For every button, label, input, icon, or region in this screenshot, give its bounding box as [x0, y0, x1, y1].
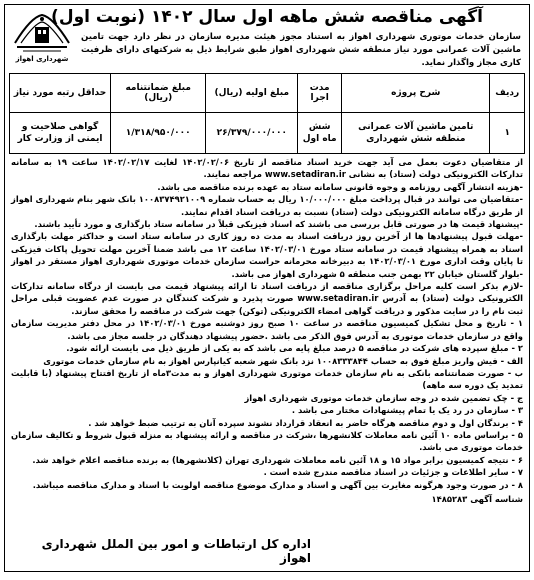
table-row [10, 113, 525, 154]
body-paragraph: -لازم بذکر است کلیه مراحل برگزاری مناقصه از دریافت اسناد تا ارائه پیشنهاد قیمت می بایست از درگاه سامانه تدارکات الکترونیکی دولت (ستاد) به آدرس www.setadiran.ir صورت پذیرد و شرکت کنندگان در صورت عدم عضویت قبلی مراحل ثبت نام را در سایت مذکور و دریافت گواهی امضاء الکترونیکی (توکن) جهت شرکت در مناقصه را محقق سازند. [11, 281, 523, 316]
header-row-number: ردیف [490, 74, 525, 113]
body-paragraph: ۷ - سایر اطلاعات و جزئیات در اسناد مناقصه مندرج شده است . [263, 467, 523, 478]
notice-title: آگهی مناقصه شش ماهه اول سال ۱۴۰۲ (نوبت اول) [51, 7, 483, 27]
municipality-logo [11, 9, 73, 69]
cell-grade: گواهی صلاحیت و ایمنی از وزارت کار [10, 113, 111, 154]
logo-caption: شهرداری اهواز [15, 55, 69, 63]
notice-header [5, 5, 529, 73]
body-paragraph: ۵ - براساس ماده ۱۰ آئین نامه معاملات کلانشهرها ،شرکت در مناقصه و ارائه پیشنهاد به منزله قبول شروط و تکالیف سازمان خدمات موتوری می باشد. [11, 429, 524, 453]
body-paragraph: ۳ - سازمان در رد یک یا تمام پیشنهادات مختار می باشد . [291, 405, 523, 416]
notice-body [5, 154, 529, 491]
cell-base-amount: ۲۶/۳۷۹/۰۰۰/۰۰۰ [206, 113, 298, 154]
header-guarantee: مبلغ ضمانتنامه (ریال) [111, 74, 206, 113]
body-paragraph: ب - صورت ضمانتنامه بانکی به نام سازمان خدمات موتوری شهرداری اهواز و به مدت۳ماه از تاریخ افتتاح پیشنهاد (با قابلیت تمدید یک دوره سه ماهه) [11, 367, 523, 391]
tender-table [9, 73, 525, 154]
ad-identifier: شناسه آگهی ۱۴۸۵۲۸۳ [431, 493, 523, 504]
body-paragraph: ۶ - نتیجه کمیسیون برابر مواد ۱۵ و ۱۸ آئین نامه معاملات شهرداری تهران (کلانشهرها) به برنده مناقصه اعلام خواهد شد. [32, 454, 523, 465]
notice-intro: سازمان خدمات موتوری شهرداری اهواز به استناد مجوز هیئت مدیره سازمان در نظر دارد جهت تامین ماشین آلات عمرانی مورد نیاز منطقه شش شهرداری اهواز طبق شرایط ذیل به شرکتهای دارای ظرفیت کاری مجاز واگذار نماید. [81, 32, 521, 68]
header-duration: مدت اجرا [298, 74, 342, 113]
cell-duration: شش ماه اول [298, 113, 342, 154]
header-base-amount: مبلغ اولیه (ریال) [206, 74, 298, 113]
body-paragraph: -مهلت قبول پیشنهادها ها از آخرین روز دریافت اسناد به مدت ده روز کاری در سامانه ستاد است و حداکثر مهلت بارگذاری اسناد به همراه پیشنهاد قیمت در سامانه ستاد مورخ ۱۴۰۲/۰۳/۰۱ ساعت ۱۲ می باشد ضمنا آخرین مهلت تحویل پاکات فیزیکی تا پایان وقت اداری مورخ ۱۴۰۲/۰۳/۰۱ به دبیرخانه محرمانه حراست سازمان خدمات موتوری شهرداری اهواز مستقر در اهواز -بلوار گلستان خیابان ۲۲ بهمن جنب منطقه ۵ شهرداری اهواز می باشد. [11, 231, 524, 279]
table-header-row [10, 74, 525, 113]
cell-guarantee: ۱/۳۱۸/۹۵۰/۰۰۰ [111, 113, 206, 154]
logo-emblem-icon [11, 9, 73, 55]
body-paragraph: ۴ - برندگان اول و دوم مناقصه هرگاه حاضر به انعقاد قرارداد نشوند سپرده آنان به ترتیب ضبط خواهد شد . [88, 417, 523, 428]
body-paragraph: -متقاضیان می توانند در قبال پرداخت مبلغ ۱۰/۰۰۰/۰۰۰ ریال به حساب شماره ۱۰۰۸۳۷۴۹۲۱۰۰۹ بانک شهر بنام شهرداری اهواز از طریق درگاه سامانه الکترونیکی دولت (ستاد) نسبت به دریافت اسناد اقدام نمایند. [11, 194, 524, 217]
body-paragraph: الف - فیش واریز مبلغ فوق به حساب ۱۰۰۸۳۳۳۸۴۴ نزد بانک شهر شعبه کیانپارس اهواز به نام سازمان خدمات موتوری [43, 355, 523, 366]
cell-row-number: ۱ [490, 113, 525, 154]
body-paragraph: از متقاضیان دعوت بعمل می آید جهت خرید اسناد مناقصه از تاریخ ۱۴۰۲/۰۲/۰۶ لغایت ۱۴۰۲/۰۲/۱۷ ساعت ۱۹ به سامانه تدارکات الکترونیکی دولت (ستاد) به نشانی www.setadiran.ir مراجعه نمایند. [11, 157, 523, 180]
body-paragraph: ۸ - در صورت وجود هرگونه مغایرت بین آگهی و اسناد و مدارک موضوع مناقصه اولویت با اسناد و مدارک مناقصه میباشد. [32, 479, 523, 490]
body-paragraph: ۱ - تاریخ و محل تشکیل کمیسیون مناقصه در ساعت ۱۰ صبح روز دوشنبه مورخ ۱۴۰۲/۰۳/۰۱ در محل دفتر مدیریت سازمان واقع در سازمان خدمات موتوری به آدرس فوق الذکر می باشد .حضور پیشنهاد دهندگان در جلسه مجاز می باشد. [11, 318, 523, 341]
body-paragraph: -پیشنهاد قیمت ها در صورتی قابل بررسی می باشند که اسناد فیزیکی قبلاً در سامانه ستاد بارگذاری و مورد تأیید باشند. [34, 219, 523, 230]
cell-description: تامین ماشین آلات عمرانی منطقه شش شهرداری [342, 113, 490, 154]
body-paragraph: ج - چک تضمین شده در وجه سازمان خدمات موتوری شهرداری اهواز [244, 392, 523, 403]
header-grade: حداقل رتبه مورد نیاز [10, 74, 111, 113]
body-paragraph: ۲ - مبلغ سپرده های شرکت در مناقصه ۵ درصد مبلغ پایه می باشد که به یکی از طریق ذیل می بایست ارائه شود. [66, 343, 523, 354]
tender-notice [4, 4, 530, 572]
header-description: شرح پروژه [342, 74, 490, 113]
body-paragraph: -هزینه انتشار آگهی روزنامه و وجوه قانونی سامانه ستاد به عهده برنده مناقصه می باشد. [157, 181, 523, 192]
issuer-signature: اداره کل ارتباطات و امور بین الملل شهرداری اهواز [41, 537, 311, 565]
